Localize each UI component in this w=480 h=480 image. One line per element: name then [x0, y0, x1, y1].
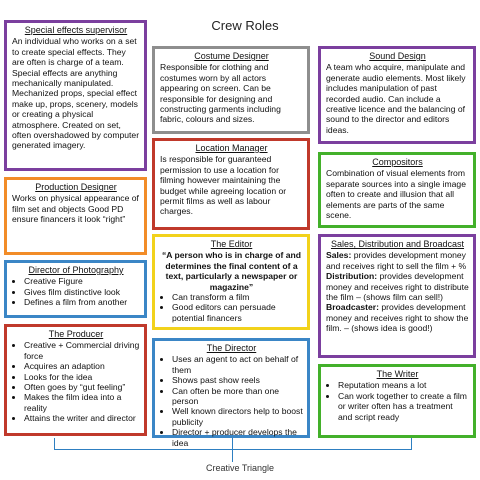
list-item: • Can transform a film	[172, 292, 303, 302]
list-item: • Reputation means a lot	[338, 380, 469, 390]
special-effects-card	[4, 20, 147, 171]
sound-design-heading: Sound Design	[369, 51, 426, 61]
list-item: • Acquires an adaption	[24, 361, 140, 371]
producer-card	[4, 324, 147, 436]
sound-design-card	[318, 46, 476, 144]
list-item: • Makes the film idea into a reality	[24, 392, 140, 413]
sales-description: provides development money and receives right to sell the film + %	[326, 250, 467, 271]
distribution-description: provides development money and receives right to distribute the film – (shows film can sell!)	[326, 271, 469, 303]
special-effects-text: An individual who works on a set to create special effects. They are often is charge of a team. Special effects are anything mechanically manipulated. Mechanized props, special effect make up, props, scenery, models or creating a physical atmosphere. Created on set, often overshadowed by computer generated imagery.	[12, 36, 140, 151]
compositors-heading: Compositors	[372, 157, 423, 167]
distribution-term: Distribution:	[326, 271, 378, 282]
connector-right-tick	[411, 438, 412, 450]
costume-designer-heading: Costume Designer	[194, 51, 269, 61]
page-title: Crew Roles	[211, 18, 279, 33]
editor-quote: “A person who is in charge of and determines the final content of a text, particularly a newspaper or magazine”	[161, 250, 302, 292]
list-item: • Often goes by “gut feeling”	[24, 382, 140, 392]
compositors-card	[318, 152, 476, 228]
writer-card	[318, 364, 476, 438]
distribution-item	[326, 271, 469, 302]
list-item: • Attains the writer and director	[24, 413, 140, 423]
list-item: • Good editors can persuade potential financers	[172, 302, 303, 323]
sales-distribution-card	[318, 234, 476, 358]
list-item: • Can work together to create a film or writer often has a treatment and script ready	[338, 391, 469, 422]
list-item: • Director + producer develops the idea	[172, 427, 303, 448]
connector-horizontal-line	[54, 449, 412, 450]
producer-list	[12, 340, 140, 423]
production-designer-text: Works on physical appearance of film set and objects Good PD ensure financers it look “right”	[12, 193, 139, 225]
director-card	[152, 338, 310, 448]
costume-designer-text: Responsible for clothing and costumes worn by all actors appearing on screen. Can be responsible for designing and constructing garments including fabric, colours and sizes.	[160, 62, 281, 125]
list-item: • Creative + Commercial driving force	[24, 340, 140, 361]
director-of-photography-heading: Director of Photography	[28, 265, 124, 275]
connector-left-tick	[54, 438, 55, 450]
director-list	[160, 354, 303, 448]
sales-distribution-heading: Sales, Distribution and Broadcast	[330, 239, 465, 249]
location-manager-text: Is responsible for guaranteed permission to use a location for filming however maintaining the budget while agreeing location or permit films as well as labour charges.	[160, 154, 287, 217]
special-effects-heading: Special effects supervisor	[24, 25, 128, 35]
broadcaster-item	[326, 302, 469, 333]
list-item: • Gives film distinctive look	[24, 287, 140, 297]
production-designer-heading: Production Designer	[35, 182, 117, 192]
editor-list	[160, 292, 303, 323]
connector-middle-tick	[232, 438, 233, 462]
editor-heading: The Editor	[210, 239, 253, 249]
compositors-text: Combination of visual elements from separate sources into a single image often to create and illusion that all elements are parts of the same scene.	[326, 168, 466, 221]
writer-list	[326, 380, 469, 422]
broadcaster-description: provides development money and receives right to show the film. – (shows idea is good!)	[326, 302, 469, 334]
production-designer-card	[4, 177, 147, 255]
list-item: • Can often be more than one person	[172, 386, 303, 407]
director-of-photography-card	[4, 260, 147, 318]
producer-heading: The Producer	[48, 329, 104, 339]
list-item: • Well known directors help to boost publicity	[172, 406, 303, 427]
list-item: • Shows past show reels	[172, 375, 303, 385]
director-heading: The Director	[206, 343, 257, 353]
list-item: • Creative Figure	[24, 276, 140, 286]
list-item: • Defines a film from another	[24, 297, 140, 307]
editor-card	[152, 234, 310, 330]
costume-designer-card	[152, 46, 310, 134]
list-item: • Uses an agent to act on behalf of them	[172, 354, 303, 375]
creative-triangle-label: Creative Triangle	[205, 463, 275, 473]
sales-item	[326, 250, 469, 271]
location-manager-card	[152, 138, 310, 230]
director-of-photography-list	[12, 276, 140, 307]
writer-heading: The Writer	[376, 369, 419, 379]
sales-term: Sales:	[326, 250, 352, 261]
list-item: • Looks for the idea	[24, 372, 140, 382]
sound-design-text: A team who acquire, manipulate and generate audio elements. Most likely includes manipulation of past recorded audio. Can include a creative licence and the balancing of sound to the director and editors ideas.	[326, 62, 466, 135]
broadcaster-term: Broadcaster:	[326, 302, 380, 313]
location-manager-heading: Location Manager	[195, 143, 268, 153]
